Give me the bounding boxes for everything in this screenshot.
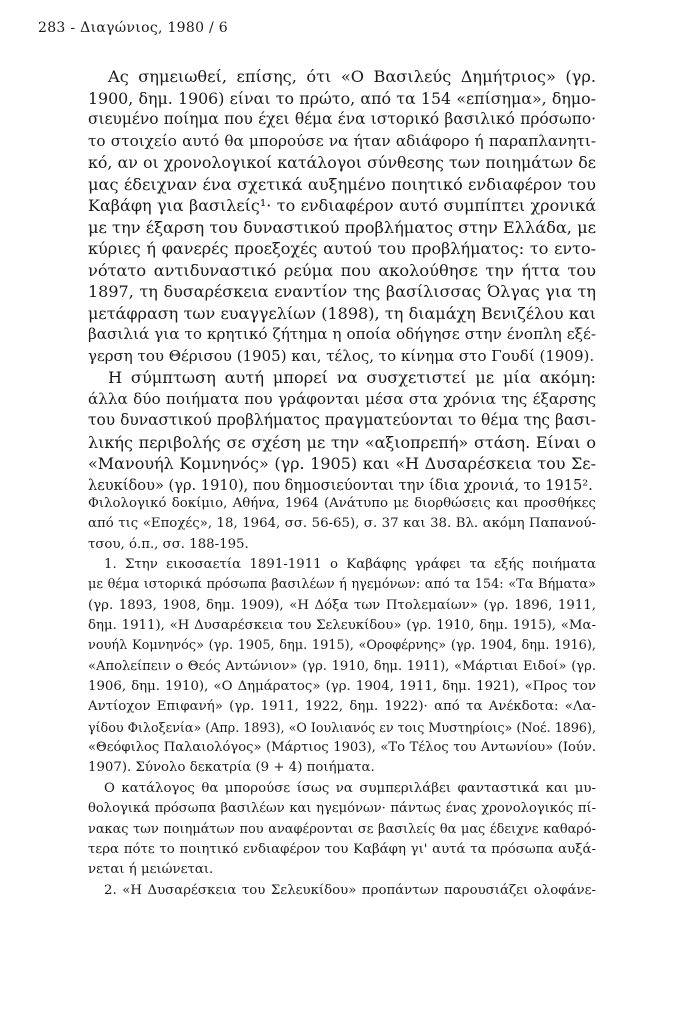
text-line: λικής περιβολής σε σχέση με την «αξιοπρεπή» στάση. Είναι ο <box>88 432 596 452</box>
text-line: του δυναστικού προβλήματος πραγματεύονται το θέμα της βασι- <box>88 411 596 429</box>
text-line: βασιλιά για το κρητικό ζήτημα η οποία οδήγησε στην ένοπλη εξέ- <box>88 325 596 343</box>
footnote-line: 1. Στην εικοσαετία 1891-1911 ο Καβάφης γράφει τα εξής ποιήματα <box>104 557 596 573</box>
text-line: σιευμένο ποίημα που έχει θέμα ένα ιστορικό βασιλικό πρόσωπο· <box>88 110 596 128</box>
footnote-line: τερα πότε το ποιητικό ενδιαφέρον του Καβάφη γι' αυτά τα πρόσωπα αυξά- <box>88 841 596 857</box>
text-line: με την έξαρση του δυναστικού προβλήματος στην Ελλάδα, με <box>88 217 596 237</box>
footnote-line: (γρ. 1893, 1908, δημ. 1909), «Η Δόξα των Πτολεμαίων» (γρ. 1896, 1911, <box>88 597 596 613</box>
footnote-line: 1907). Σύνολο δεκατρία (9 + 4) ποιήματα. <box>88 760 375 776</box>
text-line: γερση του Θέρισου (1905) και, τέλος, το κίνημα στο Γουδί (1909). <box>88 346 595 365</box>
footnote-line: γίδου Φιλοξενία» (Απρ. 1893), «Ο Ιουλιανός εν τοις Μυστηρίοις» (Νοέ. 1896), <box>88 719 596 735</box>
text-line: Ας σημειωθεί, επίσης, ότι «Ο Βασιλεύς Δημήτριος» (γρ. <box>108 67 596 86</box>
text-line: Η σύμπτωση αυτή μπορεί να συσχετιστεί με μία ακόμη: <box>108 368 596 387</box>
text-line: Καβάφη για βασιλείς¹· το ενδιαφέρον αυτό συμπίπτει χρονικά <box>88 196 596 215</box>
footnote-line: δημ. 1911), «Η Δυσαρέσκεια του Σελευκίδου» (γρ. 1910, δημ. 1915), «Μα- <box>88 618 596 634</box>
footnote-line: από τις «Εποχές», 18, 1964, σσ. 56-65), σ. 37 και 38. Βλ. ακόμη Παπανού- <box>88 516 596 532</box>
footnote-line: νουήλ Κομνηνός» (γρ. 1905, δημ. 1915), «Οροφέρνης» (γρ. 1904, δημ. 1916), <box>88 638 596 654</box>
footnotes <box>88 494 596 901</box>
text-line: κό, αν οι χρονολογικοί κατάλογοι σύνθεσης των ποιημάτων δε <box>88 153 596 172</box>
footnote-line: «Απολείπειν ο Θεός Αντώνιον» (γρ. 1910, δημ. 1911), «Μάρτιαι Ειδοί» (γρ. <box>88 658 596 674</box>
footnote-line: νακας των ποιημάτων που αναφέρονται σε βασιλείς θα μας έδειχνε καθαρό- <box>88 821 596 837</box>
main-text <box>88 66 596 496</box>
footnote-line: Ο κατάλογος θα μπορούσε ίσως να συμπεριλάβει φανταστικά και μυ- <box>104 780 596 796</box>
text-line: κύριες ή φανερές προεξοχές αυτού του προβλήματος: το εντο- <box>88 239 596 258</box>
footnote-line: θολογικά πρόσωπα βασιλέων και ηγεμόνων· πάντως ένας χρονολογικός πί- <box>88 801 596 817</box>
footnote-line: Αντίοχον Επιφανή» (γρ. 1911, 1922, δημ. 1922)· από τα Ανέκδοτα: «Λα- <box>88 699 596 715</box>
footnote-line: «Θεόφιλος Παλαιολόγος» (Μάρτιος 1903), «Το Τέλος του Αντωνίου» (Ιούν. <box>88 740 596 756</box>
footnote-line: με θέμα ιστορικά πρόσωπα βασιλέων ή ηγεμόνων: από τα 154: «Τα Βήματα» <box>88 577 596 593</box>
footnote-line: 1906, δημ. 1910), «Ο Δημάρατος» (γρ. 1904, 1911, δημ. 1921), «Προς τον <box>88 679 596 695</box>
footnote-line: Φιλολογικό δοκίμιο, Αθήνα, 1964 (Ανάτυπο με διορθώσεις και προσθήκες <box>88 496 596 511</box>
text-line: «Μανουήλ Κομνηνός» (γρ. 1905) και «Η Δυσαρέσκεια του Σε- <box>88 454 596 473</box>
text-line: το στοιχείο αυτό θα μπορούσε να ήταν αδιάφορο ή παραπλανητι- <box>88 131 596 150</box>
text-line: 1900, δημ. 1906) είναι το πρώτο, από τα 154 «επίσημα», δημο- <box>88 88 596 108</box>
footnote-line: τσου, ό.π., σσ. 188-195. <box>88 536 249 552</box>
text-line: άλλα δύο ποιήματα που γράφονται μέσα στα χρόνια της έξαρσης <box>88 389 596 408</box>
running-head: 283 - Διαγώνιος, 1980 / 6 <box>38 20 229 36</box>
text-line: μας έδειχναν ένα σχετικά αυξημένο ποιητικό ενδιαφέρον του <box>88 174 596 194</box>
text-line: λευκίδου» (γρ. 1910), που δημοσιεύονται την ίδια χρονιά, το 1915². <box>88 476 593 494</box>
text-line: νότατο αντιδυναστικό ρεύμα που ακολούθησε την ήττα του <box>88 260 596 280</box>
footnote-line: νεται ή μειώνεται. <box>88 862 214 878</box>
text-line: 1897, τη δυσαρέσκεια εναντίον της βασίλισσας Όλγας για τη <box>88 282 596 301</box>
text-line: μετάφραση των ευαγγελίων (1898), τη διαμάχη Βενιζέλου και <box>88 303 596 323</box>
footnote-line: 2. «Η Δυσαρέσκεια του Σελευκίδου» προπάντων παρουσιάζει ολοφάνε- <box>104 882 596 898</box>
